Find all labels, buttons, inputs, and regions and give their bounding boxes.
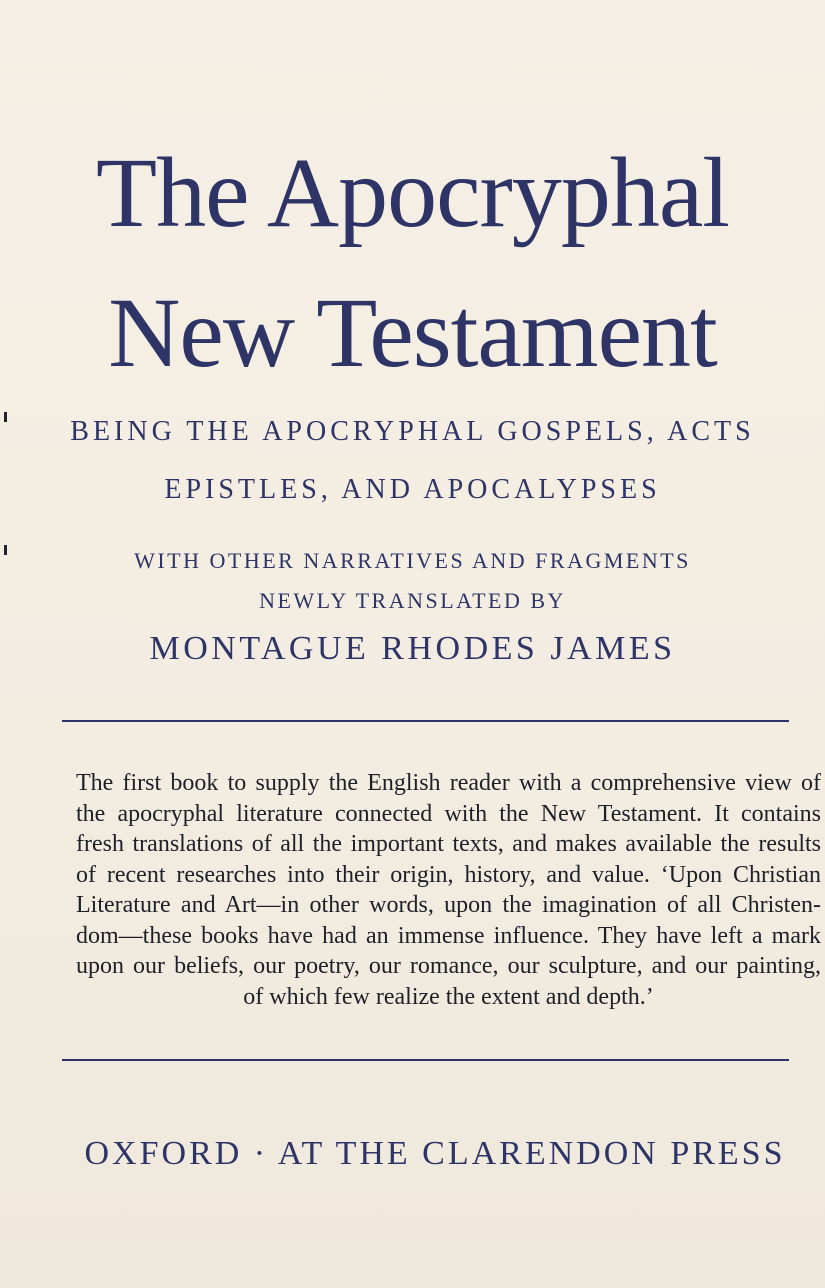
subtitle-line-3: WITH OTHER NARRATIVES AND FRAGMENTS [134, 548, 691, 573]
blurb-line: dom—these books have had an immense influence. They have left a mark [76, 922, 821, 949]
blurb-paragraph [76, 768, 821, 1012]
blurb-line: the apocryphal literature connected with the New Testament. It contains [76, 800, 821, 827]
subtitle-line-1: BEING THE APOCRYPHAL GOSPELS, ACTS [70, 416, 755, 447]
blurb-line: fresh translations of all the important texts, and makes available the results [76, 831, 821, 857]
blurb-line: upon our beliefs, our poetry, our romance, our sculpture, and our painting, [76, 953, 821, 979]
blurb-line: of recent researches into their origin, history, and value. ‘Upon Christian [76, 861, 821, 888]
blurb-line: Literature and Art—in other words, upon the imagination of all Christen- [76, 892, 821, 918]
publisher-imprint: OXFORD · AT THE CLARENDON PRESS [84, 1135, 786, 1172]
blurb-line: The first book to supply the English reader with a comprehensive view of [76, 770, 821, 796]
book-title-line-1: The Apocryphal [95, 137, 730, 248]
blurb-line: of which few realize the extent and depth.’ [243, 983, 654, 1010]
book-title-line-2: New Testament [108, 277, 717, 388]
subtitle-line-2: EPISTLES, AND APOCALYPSES [164, 474, 661, 505]
subtitle-line-4: NEWLY TRANSLATED BY [259, 588, 566, 613]
author-name: MONTAGUE RHODES JAMES [149, 630, 676, 667]
divider-rule-bottom [62, 1059, 789, 1061]
divider-rule-top [62, 720, 789, 722]
